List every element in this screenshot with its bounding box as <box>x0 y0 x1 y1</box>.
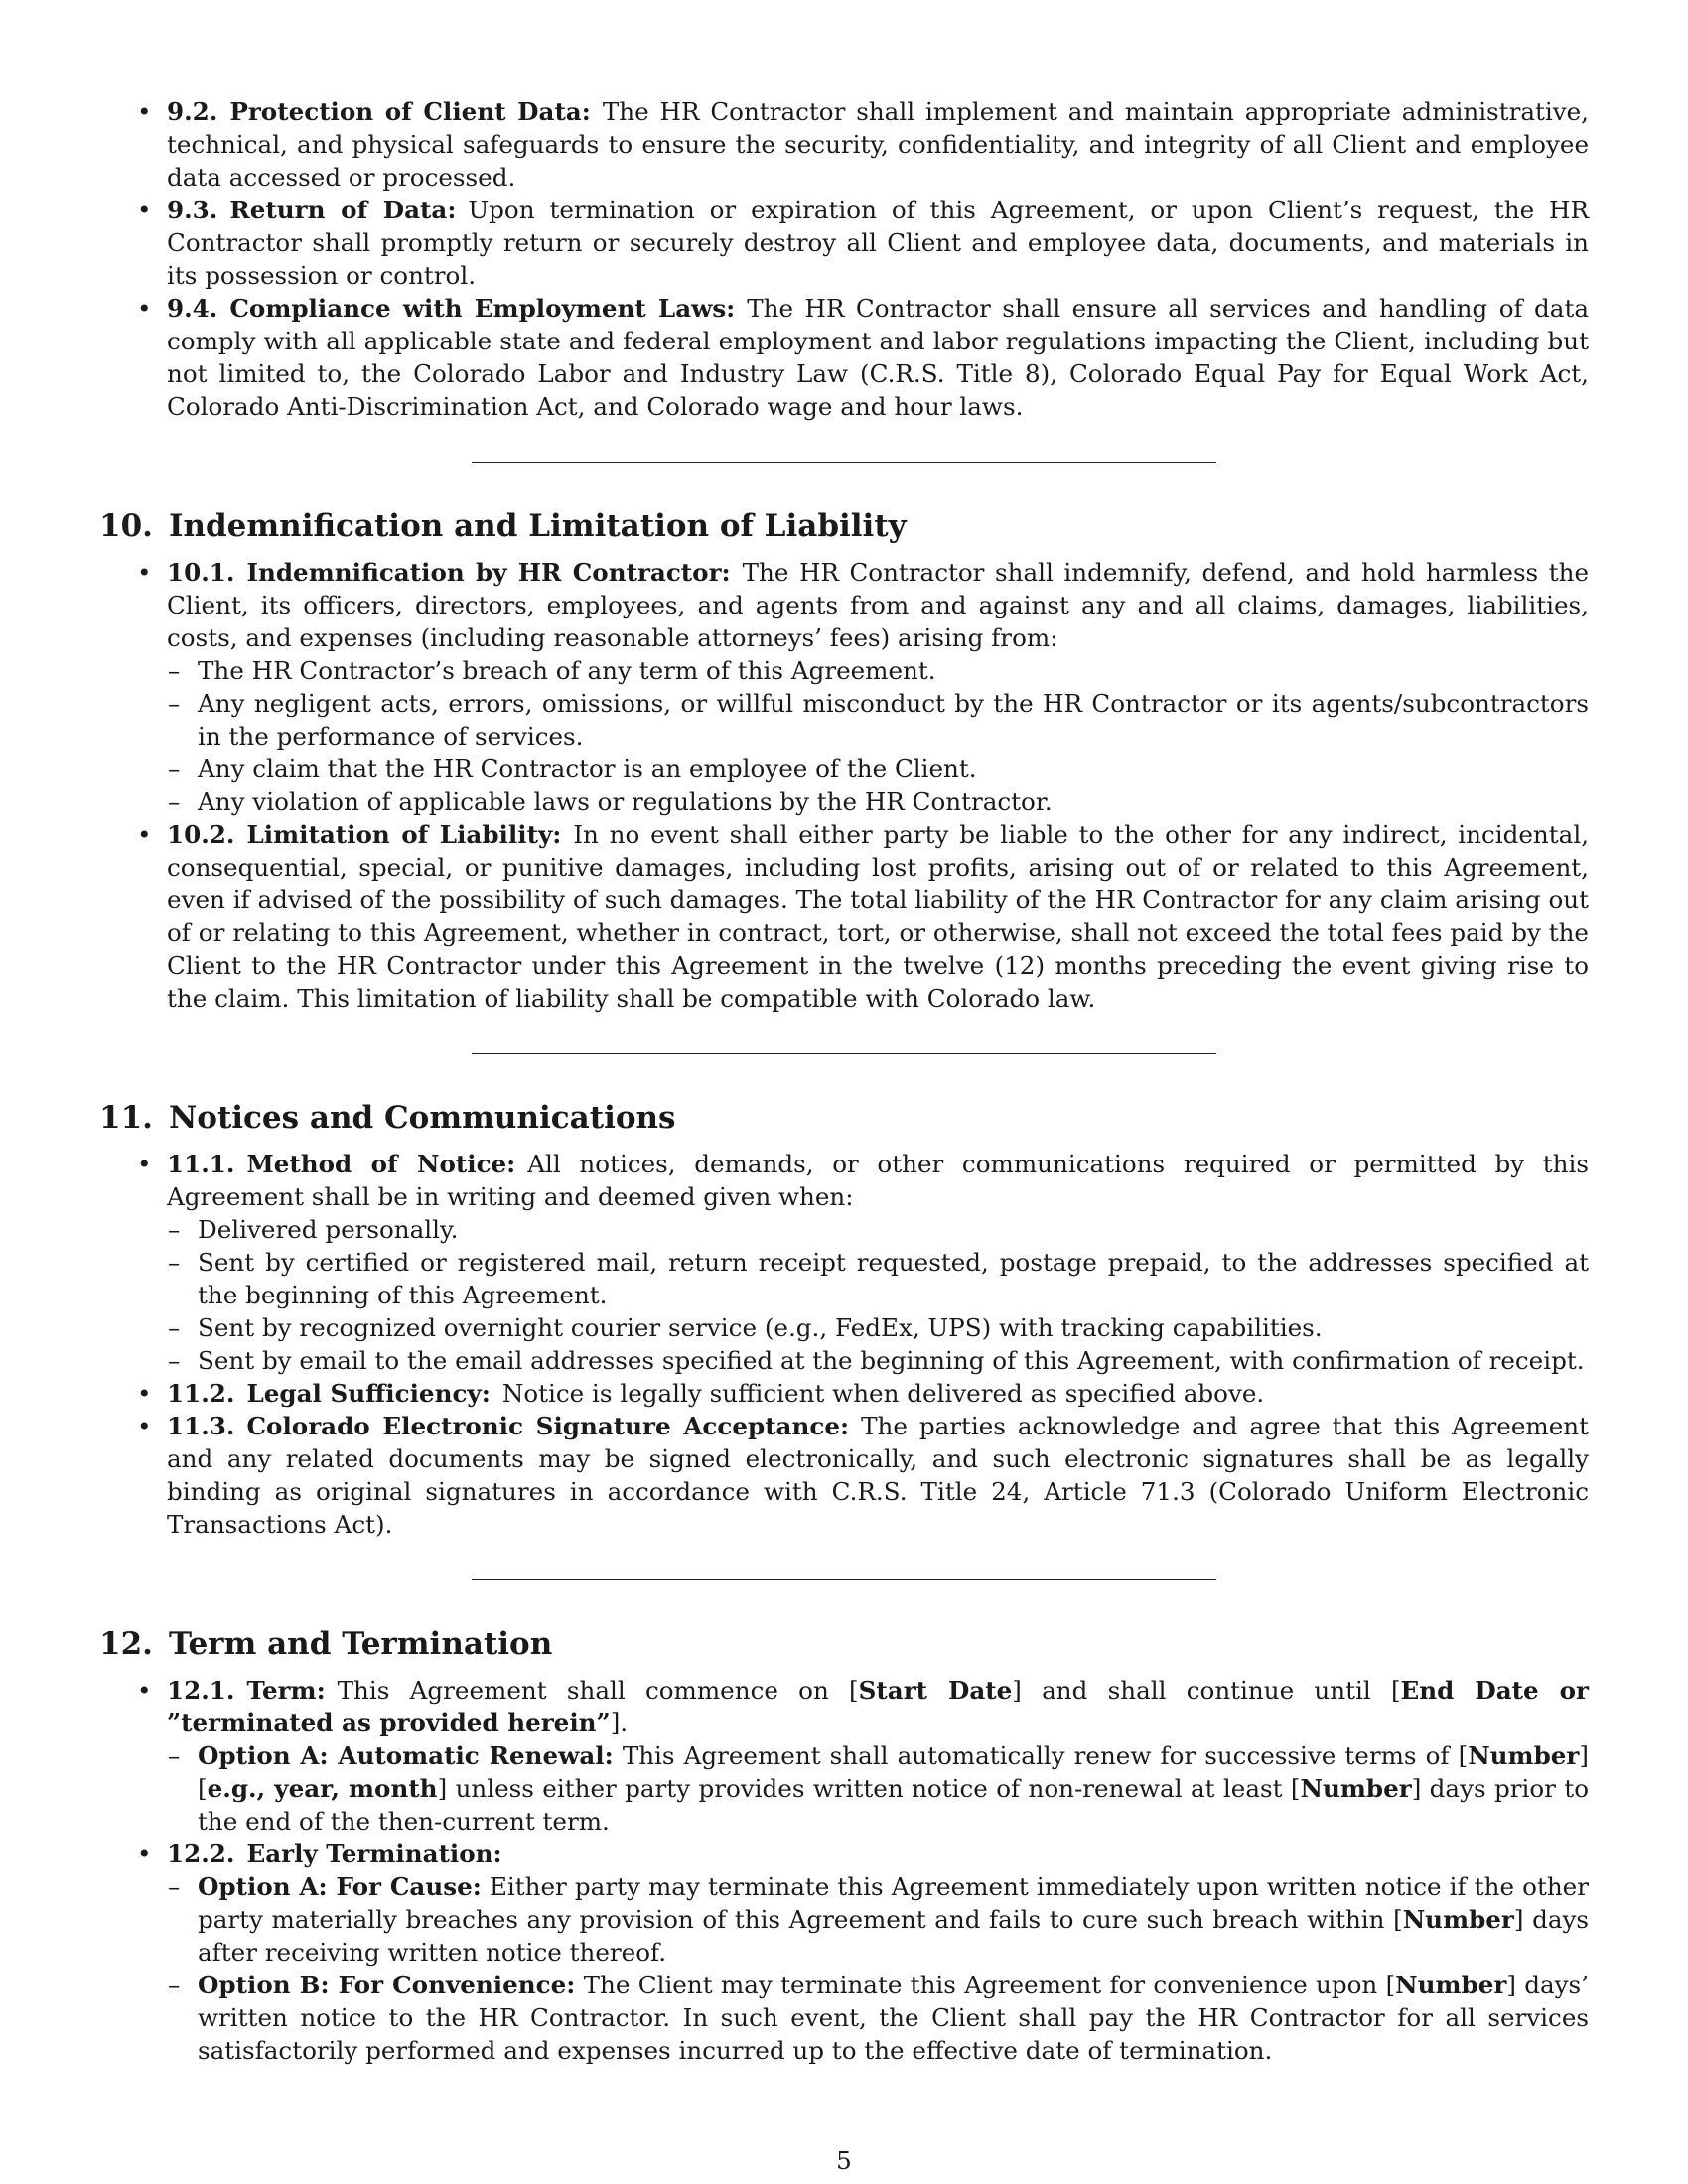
option-label: Option A: Automatic Renewal: <box>198 1741 614 1770</box>
section-divider <box>472 1053 1216 1054</box>
clause-label: Colorado Electronic Signature Acceptance: <box>246 1412 850 1440</box>
clause-label: Term: <box>246 1676 326 1705</box>
placeholder-start-date: Start Date <box>858 1676 1013 1705</box>
clause-text: All notices, demands, or other communications required or permitted by this Agreement shall be in writing and deemed given when: <box>167 1150 1589 1211</box>
clause-text: The HR Contractor shall indemnify, defend, and hold harmless the Client, its officers, directors, employees, and agents from and against any and all claims, damages, liabilities, costs, and expenses (including reasonable attorneys’ fees) arising from: <box>167 558 1589 652</box>
sub-list <box>167 1213 1589 1377</box>
clause-11-2 <box>99 1377 1589 1410</box>
section-divider <box>472 1579 1216 1580</box>
clause-number: 10.2. <box>167 820 235 849</box>
clause-text: Upon termination or expiration of this Agreement, or upon Client’s request, the HR Contractor shall promptly return or securely destroy all Client and employee data, documents, and materials in its possession or control. <box>167 196 1589 290</box>
clause-label: Legal Sufficiency: <box>246 1379 491 1408</box>
clause-text: This Agreement shall commence on [ <box>337 1676 859 1705</box>
section-11-heading <box>99 1098 1589 1138</box>
clause-12-1 <box>99 1674 1589 1838</box>
section-9-list <box>99 95 1589 423</box>
option-label: Option A: For Cause: <box>198 1872 482 1901</box>
document-page <box>99 95 1589 2067</box>
clause-text: The parties acknowledge and agree that this Agreement and any related documents may be signed electronically, and such electronic signatures shall be as legally binding as original signatures in accordance with C.R.S. Title 24, Article 71.3 (Colorado Uniform Electronic Transactions Act). <box>167 1412 1590 1539</box>
clause-label: Compliance with Employment Laws: <box>229 294 736 323</box>
sub-list <box>167 654 1589 818</box>
option-text: ] days’ written notice to the HR Contractor. In such event, the Client shall pay the HR Contractor for all services satisfactorily performed and expenses incurred up to the effective date of termination. <box>198 1971 1589 2065</box>
sub-item: – Any claim that the HR Contractor is an employee of the Client. <box>138 752 1589 785</box>
sub-item: – The HR Contractor’s breach of any term of this Agreement. <box>138 654 1589 687</box>
clause-11-1 <box>99 1148 1589 1377</box>
option-automatic-renewal <box>138 1739 1589 1838</box>
section-11-list <box>99 1148 1589 1541</box>
sub-item: – Any negligent acts, errors, omissions, or willful misconduct by the HR Contractor or its agents/subcontractors in the performance of services. <box>138 687 1589 752</box>
clause-number: 12.1. <box>167 1676 235 1705</box>
section-title: Term and Termination <box>168 1626 553 1662</box>
sub-item: – Sent by recognized overnight courier service (e.g., FedEx, UPS) with tracking capabilities. <box>138 1311 1589 1344</box>
clause-number: 9.3. <box>167 196 218 224</box>
clause-number: 10.1. <box>167 558 235 587</box>
section-number: 11. <box>99 1100 153 1136</box>
clause-label: Early Termination: <box>246 1840 502 1868</box>
clause-text: The HR Contractor shall implement and maintain appropriate administrative, technical, and physical safeguards to ensure the security, confidentiality, and integrity of all Client and employee data accessed or processed. <box>167 97 1589 192</box>
clause-number: 9.4. <box>167 294 218 323</box>
clause-12-2 <box>99 1838 1589 2067</box>
section-12-heading <box>99 1624 1589 1664</box>
placeholder-number: Number <box>1300 1774 1412 1803</box>
placeholder-end-date: End Date or ”terminated as provided herein” <box>167 1676 1589 1737</box>
clause-text: ] and shall continue until [ <box>1012 1676 1401 1705</box>
clause-text: Notice is legally sufficient when delivered as specified above. <box>501 1379 1265 1408</box>
clause-number: 11.2. <box>167 1379 235 1408</box>
placeholder-number: Number <box>1395 1971 1507 1999</box>
option-text: ] unless either party provides written notice of non-renewal at least [ <box>437 1774 1301 1803</box>
clause-9-3 <box>99 194 1589 292</box>
placeholder-number: Number <box>1468 1741 1580 1770</box>
clause-label: Return of Data: <box>229 196 457 224</box>
section-title: Indemnification and Limitation of Liability <box>168 508 907 544</box>
clause-label: Indemnification by HR Contractor: <box>246 558 731 587</box>
option-text: Either party may terminate this Agreement immediately upon written notice if the other party materially breaches any provision of this Agreement and fails to cure such breach within [ <box>198 1872 1589 1934</box>
option-text: The Client may terminate this Agreement for convenience upon [ <box>583 1971 1396 1999</box>
section-number: 10. <box>99 508 153 544</box>
option-label: Option B: For Convenience: <box>198 1971 576 1999</box>
section-title: Notices and Communications <box>168 1100 676 1136</box>
clause-number: 12.2. <box>167 1840 235 1868</box>
sub-item: – Sent by email to the email addresses specified at the beginning of this Agreement, with confirmation of receipt. <box>138 1344 1589 1377</box>
placeholder-number: Number <box>1402 1905 1514 1934</box>
sub-list <box>167 1870 1589 2067</box>
clause-10-2 <box>99 818 1589 1015</box>
section-12-list <box>99 1674 1589 2067</box>
clause-number: 11.3. <box>167 1412 235 1440</box>
section-divider <box>472 462 1216 463</box>
clause-10-1 <box>99 556 1589 818</box>
option-text: ] days prior to the end of the then-current term. <box>198 1774 1590 1836</box>
sub-list <box>167 1739 1589 1838</box>
sub-item: – Any violation of applicable laws or regulations by the HR Contractor. <box>138 785 1589 818</box>
option-text: ] [ <box>198 1741 1589 1803</box>
clause-9-2 <box>99 95 1589 194</box>
section-10-list <box>99 556 1589 1015</box>
sub-item: – Sent by certified or registered mail, return receipt requested, postage prepaid, to the addresses specified at the beginning of this Agreement. <box>138 1246 1589 1311</box>
sub-item: – Delivered personally. <box>138 1213 1589 1246</box>
clause-9-4 <box>99 292 1589 423</box>
clause-label: Limitation of Liability: <box>246 820 562 849</box>
clause-number: 11.1. <box>167 1150 235 1178</box>
option-text: ] days after receiving written notice thereof. <box>198 1905 1590 1967</box>
clause-text: ]. <box>610 1708 629 1737</box>
option-text: This Agreement shall automatically renew for successive terms of [ <box>622 1741 1469 1770</box>
clause-11-3 <box>99 1410 1589 1541</box>
clause-number: 9.2. <box>167 97 218 126</box>
clause-text: In no event shall either party be liable to the other for any indirect, incidental, consequential, special, or punitive damages, including lost profits, arising out of or related to this Agreement, even if advised of the possibility of such damages. The total liability of the HR Contractor for any claim arising out of or relating to this Agreement, whether in contract, tort, or otherwise, shall not exceed the total fees paid by the Client to the HR Contractor under this Agreement in the twelve (12) months preceding the event giving rise to the claim. This limitation of liability shall be compatible with Colorado law. <box>167 820 1590 1013</box>
section-10-heading <box>99 506 1589 546</box>
clause-label: Method of Notice: <box>246 1150 516 1178</box>
page-number: 5 <box>836 2146 852 2175</box>
section-number: 12. <box>99 1626 153 1662</box>
clause-text: The HR Contractor shall ensure all services and handling of data comply with all applicable state and federal employment and labor regulations impacting the Client, including but not limited to, the Colorado Labor and Industry Law (C.R.S. Title 8), Colorado Equal Pay for Equal Work Act, Colorado Anti-Discrimination Act, and Colorado wage and hour laws. <box>167 294 1589 421</box>
option-for-convenience <box>138 1969 1589 2067</box>
placeholder-period: e.g., year, month <box>207 1774 438 1803</box>
option-for-cause <box>138 1870 1589 1969</box>
clause-label: Protection of Client Data: <box>229 97 591 126</box>
